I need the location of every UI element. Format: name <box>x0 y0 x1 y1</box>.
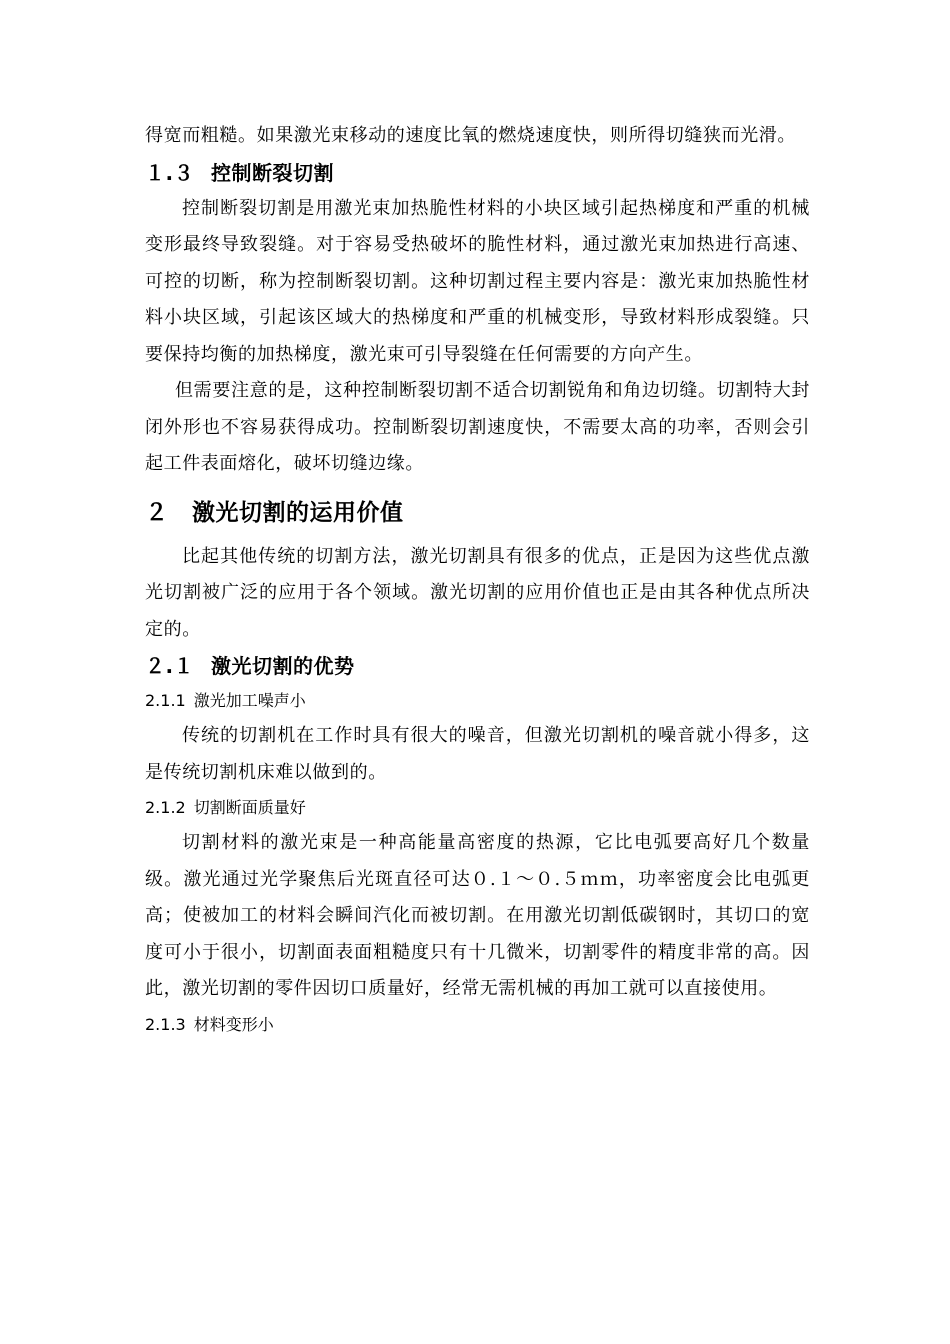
section-2-paragraph: 比起其他传统的切割方法，激光切割具有很多的优点，正是因为这些优点激光切割被广泛的应用于各个领域。激光切割的应用价值也正是由其各种优点所决定的。 <box>145 545 810 640</box>
section-1-3-paragraph-2: 但需要注意的是，这种控制断裂切割不适合切割锐角和角边切缝。切割特大封闭外形也不容易获得成功。控制断裂切割速度快，不需要太高的功率，否则会引起工件表面熔化，破坏切缝边缘。 <box>145 380 810 474</box>
section-title: 激光加工噪声小 <box>193 691 306 710</box>
section-1-3-heading <box>145 155 810 191</box>
section-2-1-1-paragraph: 传统的切割机在工作时具有很大的噪音，但激光切割机的噪音就小得多，这是传统切割机床难以做到的。 <box>145 725 810 783</box>
section-number: １.３ <box>145 160 195 185</box>
section-title: 控制断裂切割 <box>211 160 334 185</box>
section-2-heading <box>145 493 810 533</box>
section-number: ２.１ <box>145 654 195 678</box>
section-number: 2.1.2 <box>145 798 186 817</box>
section-number: ２ <box>145 499 169 526</box>
section-title: 激光切割的优势 <box>211 654 355 678</box>
section-number: 2.1.3 <box>145 1014 186 1034</box>
section-title: 材料变形小 <box>193 1014 274 1034</box>
section-title: 切割断面质量好 <box>193 798 306 817</box>
section-2-1-1-heading <box>145 684 810 718</box>
section-2-1-2-paragraph: 切割材料的激光束是一种高能量高密度的热源，它比电弧要高好几个数量级。激光通过光学聚焦后光斑直径可达０.１～０.５ｍｍ，功率密度会比电弧更高；使被加工的材料会瞬间汽化而被切割。在用激光切割低碳钢时，其切口的宽度可小于很小，切割面表面粗糙度只有十几微米，切割零件的精度非常的高。因此，激光切割的零件因切口质量好，经常无需机械的再加工就可以直接使用。 <box>145 832 810 999</box>
section-2-1-3-heading <box>145 1008 810 1042</box>
intro-continuation-paragraph: 得宽而粗糙。如果激光束移动的速度比氧的燃烧速度快，则所得切缝狭而光滑。 <box>145 125 796 146</box>
document-body <box>145 118 810 1042</box>
section-title: 激光切割的运用价值 <box>192 499 404 526</box>
section-2-1-heading <box>145 648 810 684</box>
section-1-3-paragraph-1: 控制断裂切割是用激光束加热脆性材料的小块区域引起热梯度和严重的机械变形最终导致裂缝。对于容易受热破坏的脆性材料，通过激光束加热进行高速、可控的切断，称为控制断裂切割。这种切割过程主要内容是：激光束加热脆性材料小块区域，引起该区域大的热梯度和严重的机械变形，导致材料形成裂缝。只要保持均衡的加热梯度，激光束可引导裂缝在任何需要的方向产生。 <box>145 197 810 365</box>
section-2-1-2-heading <box>145 791 810 825</box>
section-number: 2.1.1 <box>145 691 186 710</box>
